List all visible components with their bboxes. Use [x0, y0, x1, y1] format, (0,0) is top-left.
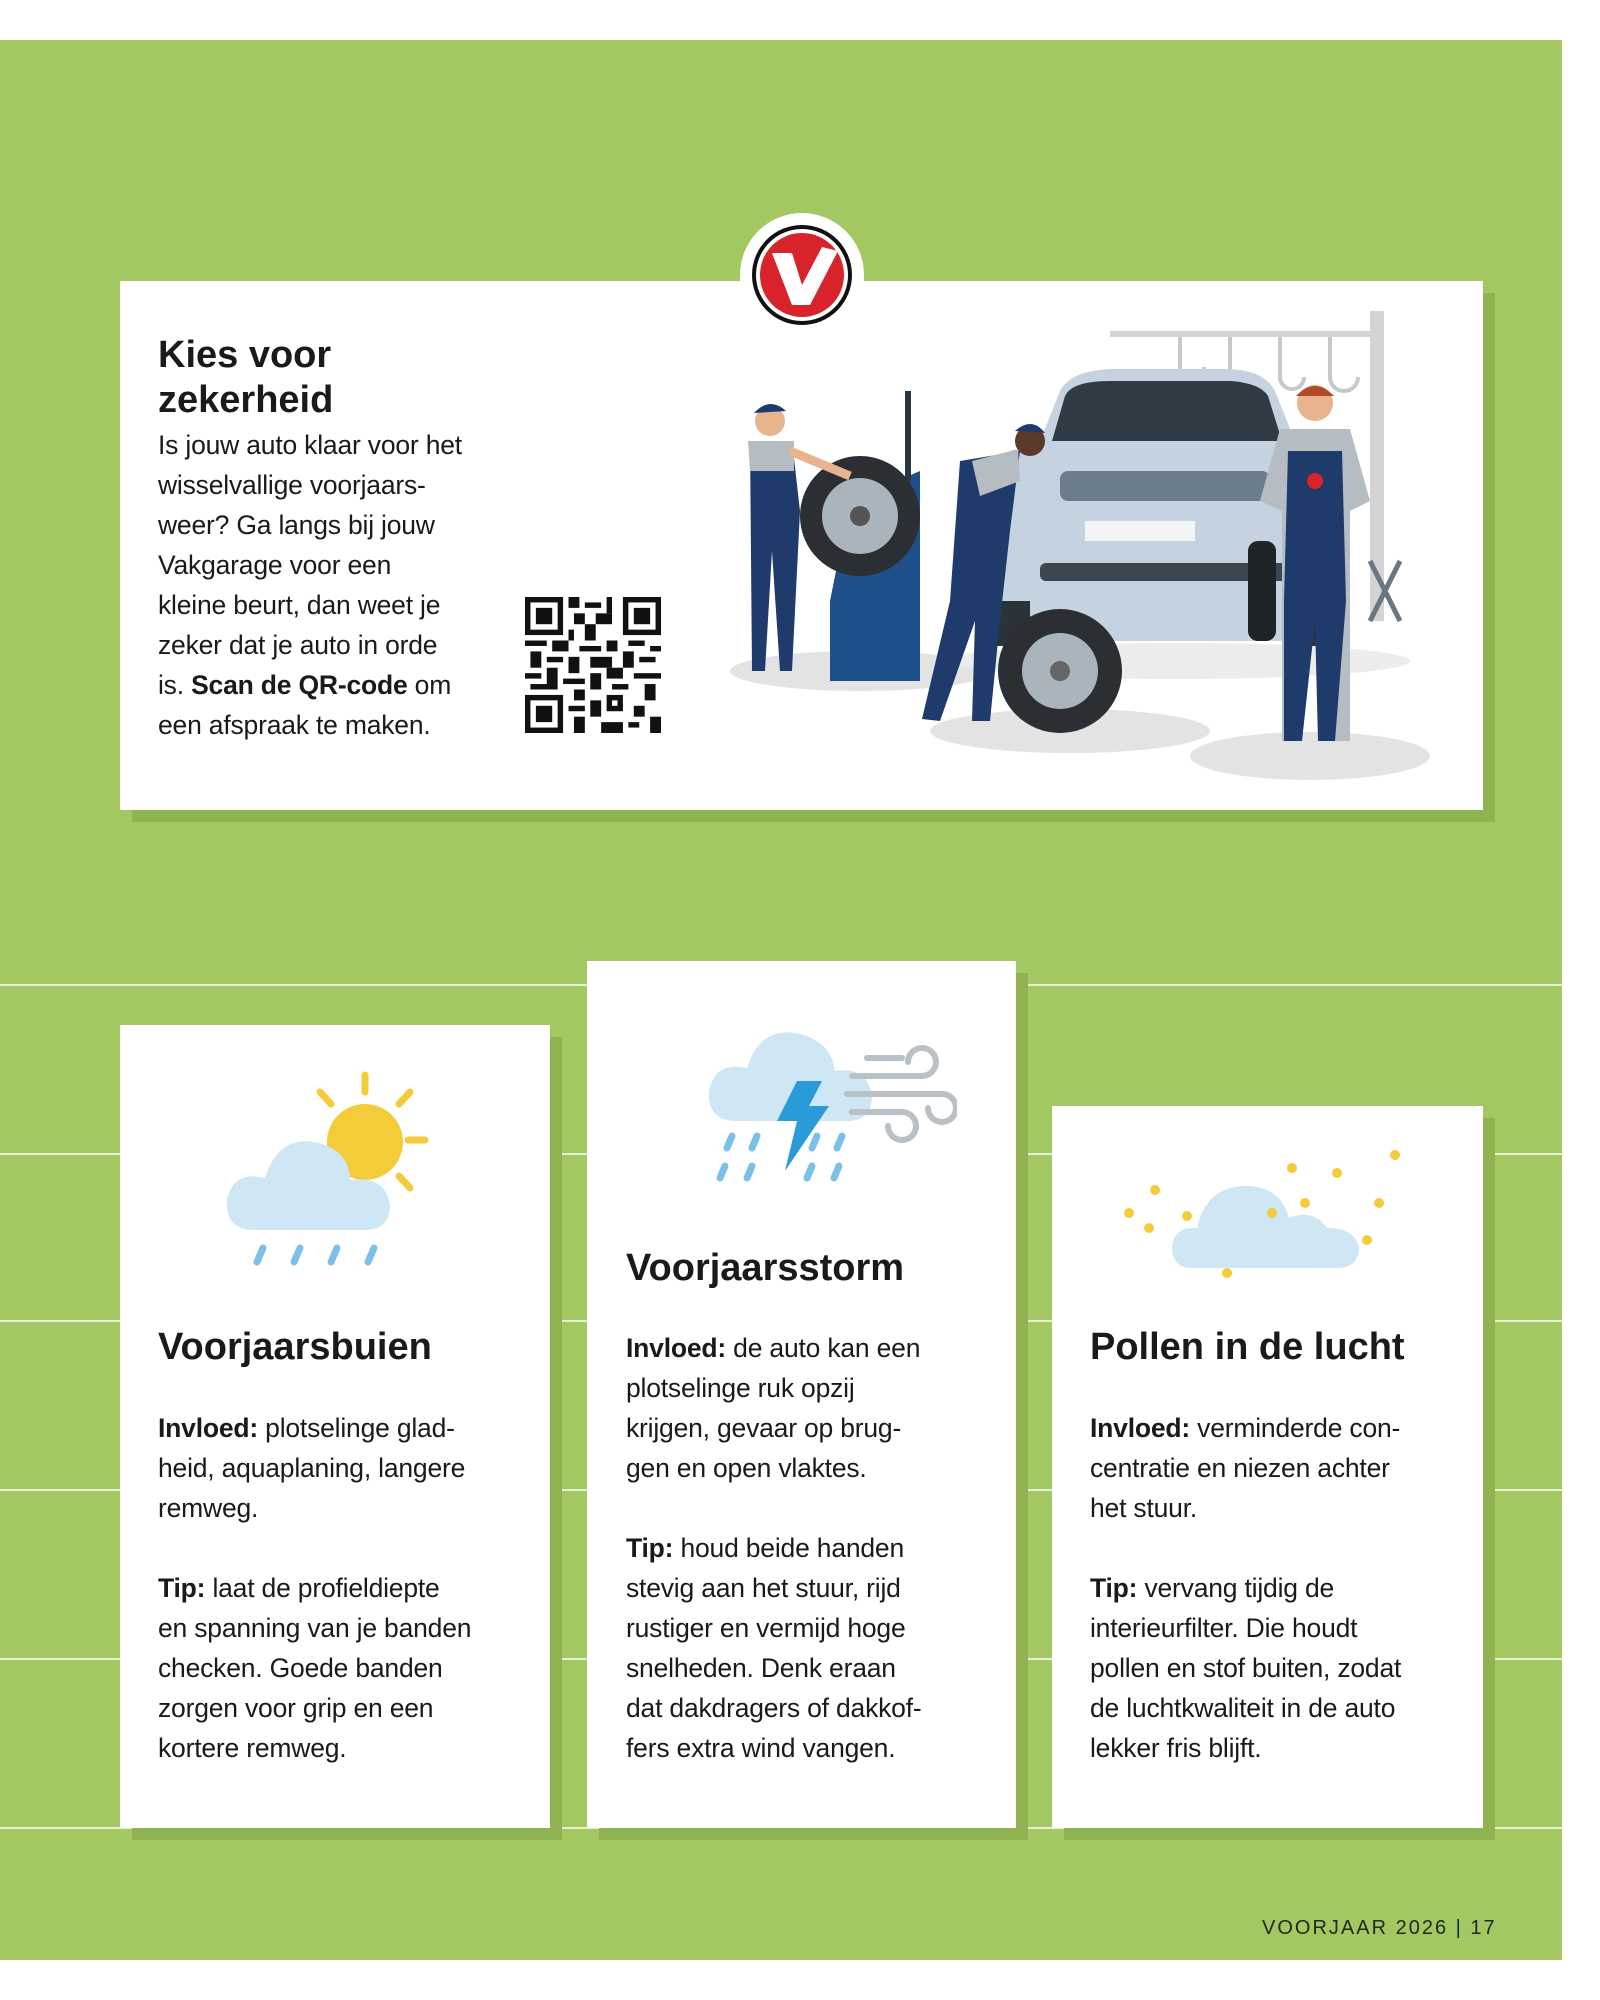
body-line: Is jouw auto klaar voor het [158, 430, 462, 460]
text: gen en open vlaktes. [626, 1453, 867, 1483]
pollen-cloud-icon [1117, 1128, 1417, 1278]
tip-card-voorjaarsbuien [120, 1025, 550, 1828]
card-title: Voorjaarsstorm [626, 1247, 905, 1289]
mechanics-illustration [710, 301, 1470, 781]
sun-cloud-rain-icon [225, 1070, 455, 1280]
body-line: een afspraak te maken. [158, 710, 431, 740]
scan-qr-emphasis: Scan de QR-code [191, 670, 408, 700]
card-body [1090, 1408, 1401, 1768]
v-logo-icon [750, 223, 854, 327]
text: en spanning van je banden [158, 1613, 472, 1643]
promo-title-line: Kies voor [158, 334, 332, 376]
text: snelheden. Denk eraan [626, 1653, 896, 1683]
text: remweg. [158, 1493, 259, 1523]
card-title: Voorjaarsbuien [158, 1326, 432, 1368]
text: de auto kan een [726, 1333, 921, 1363]
body-text: is. [158, 670, 184, 700]
text: verminderde con- [1190, 1413, 1401, 1443]
text: houd beide handen [673, 1533, 905, 1563]
text: kortere remweg. [158, 1733, 347, 1763]
text: centratie en niezen achter [1090, 1453, 1390, 1483]
body-line [158, 665, 462, 705]
body-line: Vakgarage voor een [158, 550, 392, 580]
promo-title [158, 333, 333, 423]
text: stevig aan het stuur, rijd [626, 1573, 901, 1603]
page-footer: VOORJAAR 2026 | 17 [1262, 1917, 1497, 1939]
text: krijgen, gevaar op brug- [626, 1413, 902, 1443]
card-body [626, 1328, 922, 1768]
invloed-label: Invloed: [626, 1333, 726, 1363]
promo-title-line: zekerheid [158, 379, 334, 421]
card-title: Pollen in de lucht [1090, 1326, 1405, 1368]
body-line: zeker dat je auto in orde [158, 630, 438, 660]
card-body [158, 1408, 471, 1768]
body-line: wisselvallige voorjaars- [158, 470, 426, 500]
text: de luchtkwaliteit in de auto [1090, 1693, 1396, 1723]
text: fers extra wind vangen. [626, 1733, 896, 1763]
body-text: om [407, 670, 452, 700]
text: vervang tijdig de [1137, 1573, 1335, 1603]
tip-label: Tip: [158, 1573, 206, 1603]
text: heid, aquaplaning, langere [158, 1453, 466, 1483]
vakgarage-logo [740, 213, 864, 337]
promo-body [158, 425, 462, 745]
text: checken. Goede banden [158, 1653, 443, 1683]
text: zorgen voor grip en een [158, 1693, 434, 1723]
text: pollen en stof buiten, zodat [1090, 1653, 1402, 1683]
invloed-label: Invloed: [158, 1413, 258, 1443]
text: het stuur. [1090, 1493, 1198, 1523]
tip-card-pollen [1052, 1106, 1483, 1828]
body-line: weer? Ga langs bij jouw [158, 510, 435, 540]
tip-card-voorjaarsstorm [587, 961, 1016, 1828]
storm-wind-icon [707, 1006, 957, 1206]
text: rustiger en vermijd hoge [626, 1613, 906, 1643]
text: laat de profieldiepte [205, 1573, 440, 1603]
text: plotselinge glad- [258, 1413, 455, 1443]
text: plotselinge ruk opzij [626, 1373, 855, 1403]
text: interieurfilter. Die houdt [1090, 1613, 1358, 1643]
tip-label: Tip: [626, 1533, 674, 1563]
text: lekker fris blijft. [1090, 1733, 1262, 1763]
qr-code-icon[interactable] [525, 597, 661, 733]
invloed-label: Invloed: [1090, 1413, 1190, 1443]
text: dat dakdragers of dakkof- [626, 1693, 922, 1723]
promo-card [120, 281, 1483, 810]
tip-label: Tip: [1090, 1573, 1138, 1603]
body-line: kleine beurt, dan weet je [158, 590, 441, 620]
